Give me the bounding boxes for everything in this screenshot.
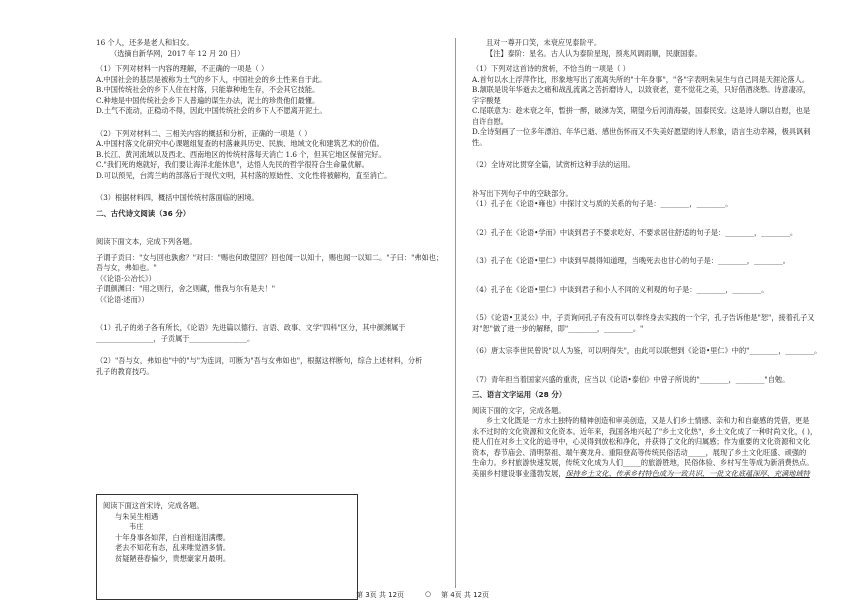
poem-q1-option-c-cont: 自许自慰。 <box>472 116 508 126</box>
poem-q1-option-a: A.首句以水上浮萍作比，形象地写出了流离失所的"十年身事"，"各"字表明朱吴生与自己同是天涯沦落人。 <box>472 74 809 84</box>
poem-line: 贫疑陋巷春偏少，贵想豪家月最明。 <box>115 553 231 563</box>
classic-text-line: 吾与女，弗如也。" <box>96 263 157 272</box>
classic-q2: 孔子的教育技巧。 <box>96 366 154 376</box>
page-number-right: 第 4页 共 12页 <box>441 591 490 599</box>
lang-para-line: 生命力。乡村旅游快速发展，传统文化成为人们_____的旅游胜地，民俗体验、乡村写生等成为新消费热点。 <box>472 458 814 467</box>
left-column <box>96 38 444 377</box>
fill-item-cont: 对"恕"做了进一步的解释，即"________，________。" <box>472 323 644 333</box>
poem-author: 韦庄 <box>129 522 144 531</box>
lang-para-line: 永不过时的文化资源和文化资本。近年来，我国各地兴起了"乡土文化热"，乡土文化成了一种时尚文化，( )， <box>472 426 818 436</box>
q2-option-a: A.中国村落文化研究中心课题组复查的村落兼具历史、民族、地域文化和建筑艺术的价值。 <box>96 139 384 148</box>
fill-item: （1）孔子在《论语•雍也》中探讨文与质的关系的句子是：________，________。 <box>472 199 733 208</box>
lang-para-line: 资本，春节庙会、清明祭祖、端午赛龙舟、重阳登高等传统民俗活动_____，展现了乡土文化旺盛、顽强的 <box>472 447 807 457</box>
poem-q1-stem: （1）下列对这首诗的赏析，不恰当的一项是（ ） <box>472 64 630 73</box>
poem-q1-option-d: D.全诗刻画了一位多年漂泊、年华已逝、感世伤怀而又不失美好愿望的诗人形象，语言生动幸辣，极具讽刺 <box>472 127 811 136</box>
q1-option-c: C.种地是中国传统社会乡下人普遍的谋生办法，泥土的珍贵他们最懂。 <box>96 95 320 105</box>
poem-note: 【注】泰阶：星名。古人认为泰阶星现，预兆风调雨顺，民康国泰。 <box>486 48 702 58</box>
classic-q2: （2）"吾与女，弗如也"中的"与"为连词，可断为"吾与女弗如也"，根据这样断句，综合上述材料，分析 <box>96 356 423 365</box>
poem-title: 与朱吴生相遇 <box>115 511 159 521</box>
classic-source: （《论语·公冶长》） <box>96 273 156 283</box>
q2-stem: （2）下列对材料二、三相关内容的概括和分析，正确的一项是（ ） <box>96 128 312 138</box>
section-heading: 三、语言文字运用（28 分） <box>472 390 567 399</box>
poem-q2: （2）全诗对比贯穿全篇，试赏析这种手法的运用。 <box>472 160 635 169</box>
fill-item: （2）孔子在《论语•学而》中谈到君子不要求吃好、不要求居住舒适的句子是：________，________。 <box>472 227 798 237</box>
poem-q1-option-d-cont: 性。 <box>472 137 487 147</box>
lang-para-line: 使人们在对乡土文化的追寻中，心灵得到放松和净化，并获得了文化的归属感；作为重要的文化资源和文化 <box>472 437 810 446</box>
poem-intro: 阅读下面这首宋诗，完成各题。 <box>103 501 204 510</box>
poem-q1-option-b-cont: 字字酸楚 <box>472 95 501 105</box>
poem-line: 且对一尊开口笑，未衰应见泰阶平。 <box>486 38 602 47</box>
page-number-left: 第 3页 共 12页 <box>356 591 405 599</box>
column-divider <box>455 38 456 588</box>
lang-para-text: 美丽乡村建设事业蓬勃发展， <box>472 468 566 478</box>
q3-stem: （3）根据材料四，概括中国传统村落面临的困境。 <box>96 193 259 202</box>
q1-option-a: A.中国社会的基层是被称为土气的乡下人，中国社会的乡土性来自于此。 <box>96 74 327 84</box>
source-line: （选摘自新华网，2017 年 12 月 20 日） <box>110 48 245 58</box>
classic-source: （《论语·述而》） <box>96 294 149 304</box>
poem-box <box>96 494 358 600</box>
fill-item: （5）《论语•卫灵公》中，子贡询问孔子有没有可以奉终身去实践的一个字，孔子告诉他是"恕"，接着孔子又 <box>472 313 815 322</box>
fill-intro: 补写出下列句子中的空缺部分。 <box>472 188 573 198</box>
q2-option-c: C."我们死的炮就好，我们要让海洋北能休息"，达悟人先民的哲学很符合生命量优解。 <box>96 160 369 169</box>
poem-line: 老去不知花有态，乱来唯觉酒多情。 <box>115 543 231 552</box>
right-column <box>472 38 824 479</box>
lang-para-line: 乡土文化既是一方水土独特的精神创造和审美创造，又是人们乡土情感、亲和力和自豪感的凭借，更是 <box>486 416 810 425</box>
poem-q1-option-b: B.颔联是说年华逝去之痛和战乱流离之苦折磨诗人，以致衰老，竟不觉花之美，只好借酒浇愁。诗意凄凉， <box>472 85 811 94</box>
q1-option-d: D.土气不流动，正稳动不得，因此中国传统社会的乡下人不愿离开泥土。 <box>96 106 327 115</box>
text-line: 16 个人，还多是老人和妇女。 <box>96 38 194 47</box>
fill-item: （6）唐太宗李世民曾说"以人为鉴，可以明得失"，由此可以联想到《论语•里仁》中的"________，________。 <box>472 346 822 355</box>
q2-option-d: D.可以预见，台湾兰屿的部落后于现代文明，其村落的原始性、文化性将被解构，直至消亡。 <box>96 170 392 180</box>
reading-intro: 阅读下面文本，完成下列各题。 <box>96 237 197 246</box>
classic-q1: （1）孔子的弟子各有所长，《论语》先进篇以德行、言语、政事、文学"四科"区分，其中颜渊属于 <box>96 323 406 332</box>
fill-item: （4）孔子在《论语•里仁》中谈到君子和小人不同的义利观的句子是：________，________。 <box>472 284 769 294</box>
classic-q1-blanks: ________________，子贡属于________________。 <box>96 333 255 343</box>
classic-text-line: 子谓子贡曰："女与回也孰愈？"对曰："赐也何敢望回？回也闻一以知十，赐也闻一以知二。"子曰："弗如也； <box>96 252 444 262</box>
poem-q1-option-c: C.尾联意为：趁未衰之年，暂拼一醉，破涕为笑，期望今后河清海晏，国泰民安。这是诗人聊以自慰，也是 <box>472 106 811 115</box>
poem-line: 十年身事各如萍，白首相逢泪满缨。 <box>115 532 231 542</box>
separator-circle-icon: ○ <box>425 590 432 598</box>
classic-text-line: 子谓颜渊曰："用之则行，舍之则藏，惟我与尔有是夫！" <box>96 284 276 293</box>
fill-item: （3）孔子在《论语•里仁》中谈到早晨得知道理，当晚死去也甘心的句子是：________，________。 <box>472 256 790 265</box>
fill-item: （7）青年担当着国家兴盛的重责，应当以《论语•泰伯》中曾子所说的"________，________"自勉。 <box>472 374 790 384</box>
q1-option-b: B.中国传统社会的乡下人住在村落，只能靠种地生存，不会其它技能。 <box>96 85 320 94</box>
q2-option-b: B.长江、黄河流域以及西北、西南地区的传统村落每天消亡 1.6 个，但其它地区保留完好。 <box>96 149 386 159</box>
section-heading: 二、古代诗文阅读（36 分） <box>96 208 191 218</box>
lang-para-line <box>472 469 824 480</box>
underlined-sentence: 保持乡土文化、传承乡村特色成为一致共识，一批文化底蕴深厚、充满地域特 <box>565 468 810 478</box>
q1-stem: （1）下列对材料一内容的理解，不正确的一项是（ ） <box>96 64 269 73</box>
lang-intro: 阅读下面的文字，完成各题。 <box>472 405 566 415</box>
